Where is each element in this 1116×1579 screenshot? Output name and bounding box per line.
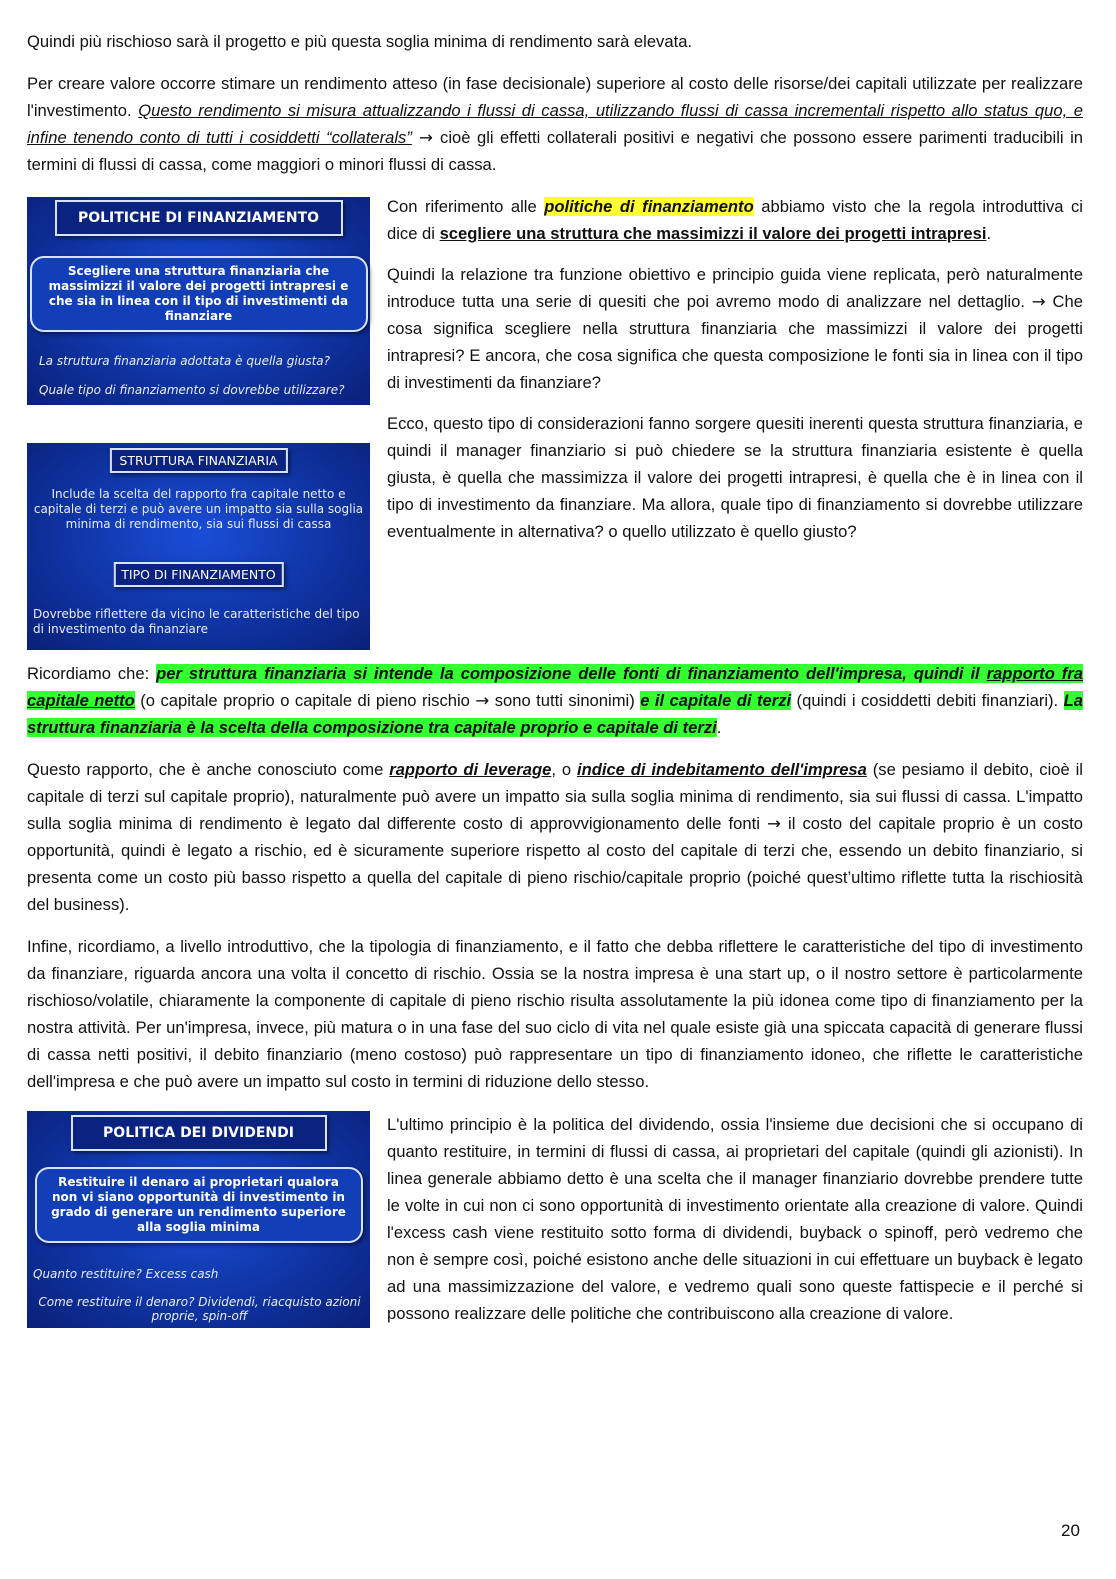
- highlighted-definition: La struttura finanziaria è la scelta della composizione tra capitale proprio e capitale di terzi: [27, 691, 1083, 737]
- text-span: Ricordiamo che:: [27, 664, 157, 683]
- underlined-term: rapporto di leverage: [389, 760, 552, 779]
- text-span: Che cosa significa scegliere nella struttura finanziaria che massimizzi il valore dei progetti intrapresi? E ancora, che cosa significa che questa composizione le fonti sia in linea con il tipo di investimenti da finanziare?: [387, 292, 1083, 392]
- text-span: abbiamo visto che la regola introduttiva ci dice di: [387, 197, 1083, 243]
- slide-title: POLITICHE DI FINANZIAMENTO: [55, 200, 343, 236]
- paragraph-rapporto: [27, 756, 1083, 918]
- paragraph-ultimo-principio: L'ultimo principio è la politica del dividendo, ossia l'insieme due decisioni che si occupano di quanto restituire, in termini di flussi di cassa, ai proprietari del capitale (quindi gli azionisti). In linea generale abbiamo detto è una scelta che il manager finanziario dovrebbe prendere tutte le volte in cui non ci sono opportunità di investimento orientate alla creazione di valore. Quindi l'excess cash viene restituito sotto forma di dividendi, buyback o spinoff, però vedremo che non è sempre così, poiché esistono anche delle situazioni in cui effettuare un buyback è legato ad una massimizzazione del valore, e vedremo quali sono queste fattispecie e il perché si possono realizzare delle politiche che contribuiscono alla creazione di valore.: [387, 1115, 1083, 1323]
- slide-question: Quanto restituire? Excess cash: [33, 1267, 219, 1281]
- text-span: sono tutti sinonimi): [489, 691, 641, 710]
- text-span: .: [716, 718, 722, 737]
- text-column: [387, 1111, 1083, 1327]
- slide-text: Include la scelta del rapporto fra capitale netto e capitale di terzi e può avere un impatto sia sulla soglia minima di rendimento, sia sui flussi di cassa: [33, 487, 364, 531]
- paragraph-considerazioni: Ecco, questo tipo di considerazioni fanno sorgere quesiti inerenti questa struttura finanziaria, e quindi il manager finanziario si può chiedere se la struttura finanziaria esistente è quella giusta, è quella che massimizza il valore dei progetti intrapresi, è quella che è in linea con il tipo di investimento da finanziare. Ma allora, quale tipo di finanziamento si dovrebbe utilizzare eventualmente in alternativa? o quello utilizzato è quello giusto?: [387, 414, 1083, 541]
- paragraph-riferimento: [387, 193, 1083, 247]
- text-span: cioè gli effetti collaterali positivi e negativi che possono essere parimenti traducibili in termini di flussi di cassa, come maggiori o minori flussi di cassa.: [27, 128, 1083, 174]
- text-span: Per creare valore occorre stimare un rendimento atteso (in fase decisionale) superiore al costo delle risorse/dei capitali utilizzate per realizzare l'investimento.: [27, 74, 1083, 120]
- slide-politiche-finanziamento: [27, 197, 370, 405]
- arrow-icon: →: [1031, 292, 1046, 311]
- paragraph-infine: Infine, ricordiamo, a livello introduttivo, che la tipologia di finanziamento, e il fatto che debba riflettere le caratteristiche del tipo di investimento da finanziare, riguarda ancora una volta il concetto di rischio. Ossia se la nostra impresa è una start up, o il nostro settore è particolarmente rischioso/volatile, chiaramente la componente di capitale di pieno rischio risulta assolutamente la più idonea come tipo di finanziamento per la nostra attività. Per un'impresa, invece, più matura o in una fase del suo ciclo di vita nel quale esiste già una spiccata capacità di generare flussi di cassa netti positivi, il debito finanziario (meno costoso) può rappresentare un tipo di finanziamento idoneo, che riflette le caratteristiche dell'impresa e che può avere un impatto sul costo in termini di riduzione dello stesso.: [27, 937, 1083, 1091]
- slide-principle-box: Restituire il denaro ai proprietari qualora non vi siano opportunità di investimento in grado di generare un rendimento superiore alla soglia minima: [35, 1167, 363, 1243]
- arrow-icon: →: [475, 691, 490, 710]
- highlighted-definition: rapporto fra capitale netto: [27, 664, 1083, 710]
- slide-title: STRUTTURA FINANZIARIA: [109, 448, 287, 473]
- text-span: Quindi la relazione tra funzione obiettivo e principio guida viene replicata, però naturalmente introduce tutta una serie di quesiti che poi avremo modo di analizzare nel dettaglio.: [387, 265, 1083, 311]
- paragraph-rischio: Quindi più rischioso sarà il progetto e più questa soglia minima di rendimento sarà elevata.: [27, 32, 693, 51]
- underlined-bold-text: scegliere una struttura che massimizzi il valore dei progetti intrapresi: [439, 224, 987, 243]
- slide-question: Quale tipo di finanziamento si dovrebbe utilizzare?: [39, 383, 345, 397]
- highlighted-definition: per struttura finanziaria si intende la composizione delle fonti di finanziamento dell'impresa, quindi il: [156, 664, 987, 683]
- text-column: [387, 193, 1083, 545]
- slide-struttura-finanziaria: [27, 443, 370, 650]
- underlined-italic-text: Questo rendimento si misura attualizzando i flussi di cassa, utilizzando flussi di cassa incrementali rispetto allo status quo, e infine tenendo conto di tutti i cosiddetti “collaterals”: [27, 101, 1083, 147]
- slide-question: La struttura finanziaria adottata è quella giusta?: [39, 354, 331, 368]
- text-span: (se pesiamo il debito, cioè il capitale di terzi sul capitale proprio), naturalmente può avere un impatto sia sulla soglia minima di rendimento, sia sui flussi di cassa. L'impatto sulla soglia minima di rendimento è legato dal differente costo di approvvigionamento delle fonti: [27, 760, 1083, 833]
- highlighted-term: politiche di finanziamento: [544, 197, 754, 216]
- slide-title: POLITICA DEI DIVIDENDI: [71, 1115, 327, 1151]
- text-span: (quindi i cosiddetti debiti finanziari).: [791, 691, 1064, 710]
- slide-title: TIPO DI FINANZIAMENTO: [113, 562, 283, 587]
- text-span: , o: [551, 760, 577, 779]
- paragraph-creare-valore: [27, 70, 1083, 178]
- arrow-icon: →: [411, 128, 441, 147]
- text-span: il costo del capitale proprio è un costo opportunità, quindi è legato a rischio, ed è sicuramente superiore rispetto al costo del capitale di terzi che, essendo un debito finanziario, si presenta come un costo più basso rispetto a quella del capitale di pieno rischio/capitale proprio (poiché quest’ultimo riflette tutta la rischiosità del business).: [27, 814, 1083, 914]
- section-finanziamento: [27, 193, 1083, 650]
- paragraph-relazione: [387, 261, 1083, 396]
- document-page: [27, 28, 1083, 1328]
- text-span: Con riferimento alle: [387, 197, 545, 216]
- paragraph-ricordiamo: [27, 660, 1083, 741]
- text-span: .: [986, 224, 992, 243]
- slide-politica-dividendi: [27, 1111, 370, 1328]
- slides-column: [27, 1111, 370, 1328]
- page-number: 20: [1061, 1521, 1080, 1540]
- slide-principle-box: Scegliere una struttura finanziaria che massimizzi il valore dei progetti intrapresi e che sia in linea con il tipo di investimenti da finanziare: [30, 256, 368, 332]
- slide-text: Dovrebbe riflettere da vicino le caratteristiche del tipo di investimento da finanziare: [33, 607, 360, 636]
- highlighted-definition: e il capitale di terzi: [640, 691, 792, 710]
- text-span: (o capitale proprio o capitale di pieno rischio: [134, 691, 476, 710]
- slide-question: Come restituire il denaro? Dividendi, riacquisto azioni proprie, spin-off: [38, 1295, 361, 1323]
- section-dividendi: [27, 1111, 1083, 1328]
- slides-column: [27, 193, 370, 650]
- arrow-icon: →: [767, 814, 781, 833]
- text-span: Questo rapporto, che è anche conosciuto come: [27, 760, 390, 779]
- underlined-term: indice di indebitamento dell'impresa: [576, 760, 867, 779]
